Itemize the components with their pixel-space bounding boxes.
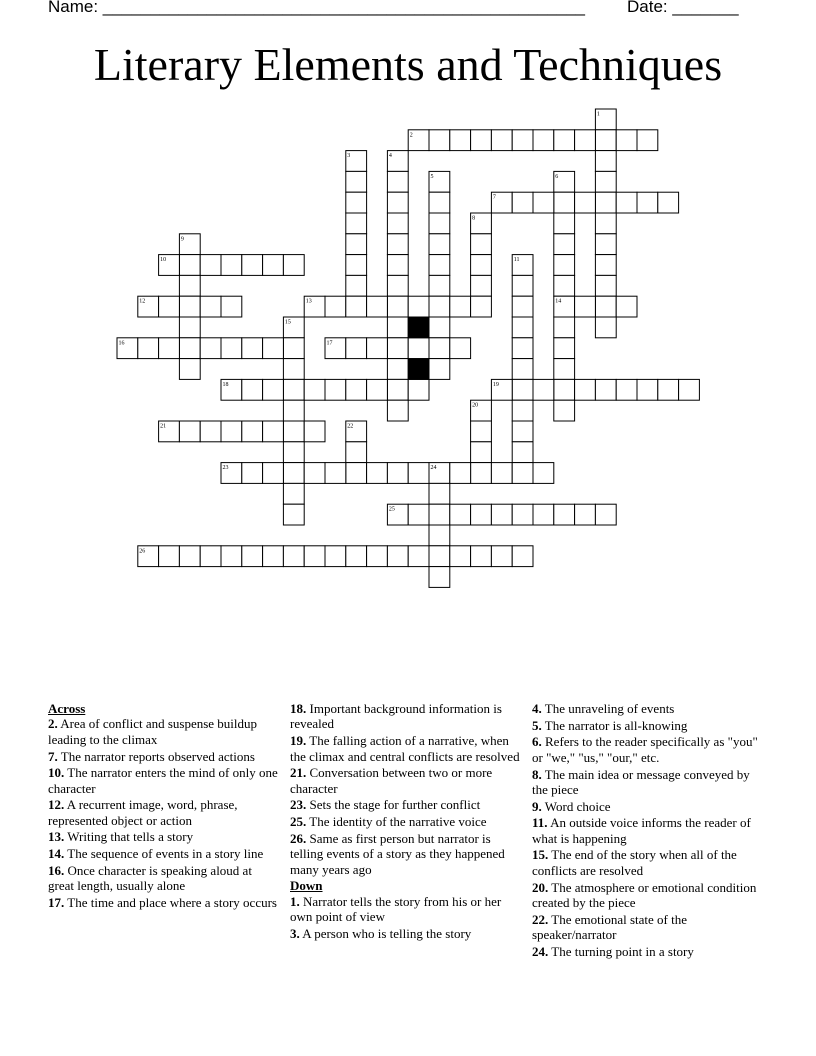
- answer-cell[interactable]: [575, 130, 596, 151]
- clue-number: 18.: [290, 701, 307, 716]
- clue-text: A person who is telling the story: [299, 925, 472, 941]
- answer-cell[interactable]: [346, 275, 367, 296]
- answer-cell[interactable]: [367, 546, 388, 567]
- grid-clue-number: 25: [388, 506, 395, 513]
- answer-cell[interactable]: [283, 421, 304, 442]
- answer-cell[interactable]: [512, 296, 533, 317]
- answer-cell[interactable]: [179, 359, 200, 380]
- clue-number: 19.: [290, 733, 307, 749]
- grid-clue-number: 15: [284, 319, 291, 326]
- clue-number: 7.: [48, 748, 58, 764]
- answer-cell[interactable]: [325, 463, 346, 484]
- grid-clue-number: 24: [430, 465, 437, 472]
- clue-text: The emotional state of the speaker/narrator: [532, 911, 687, 943]
- answer-cell[interactable]: [512, 359, 533, 380]
- answer-cell[interactable]: [283, 546, 304, 567]
- clue-heading-down: Down: [290, 878, 323, 894]
- grid-clue-number: 2: [409, 132, 413, 139]
- answer-cell[interactable]: [533, 463, 554, 484]
- clue-text: Sets the stage for further conflict: [306, 797, 481, 813]
- grid-clue-number: 3: [347, 153, 351, 160]
- answer-cell[interactable]: [387, 359, 408, 380]
- grid-clue-number: 14: [555, 298, 562, 305]
- answer-cell[interactable]: [179, 296, 200, 317]
- answer-cell[interactable]: [512, 546, 533, 567]
- answer-cell[interactable]: [346, 463, 367, 484]
- clue-item: [290, 831, 522, 877]
- clue-item: [532, 767, 764, 798]
- clue-item: [532, 912, 764, 943]
- clue-number: 9.: [532, 798, 542, 814]
- clue-item: [48, 863, 280, 894]
- answer-cell[interactable]: [512, 192, 533, 213]
- answer-cell[interactable]: [554, 504, 575, 525]
- answer-cell[interactable]: [471, 421, 492, 442]
- answer-cell[interactable]: [533, 192, 554, 213]
- answer-cell[interactable]: [554, 317, 575, 338]
- answer-cell[interactable]: [325, 296, 346, 317]
- clue-item: [48, 797, 280, 828]
- answer-cell[interactable]: [387, 171, 408, 192]
- clue-item: [532, 718, 764, 733]
- answer-cell[interactable]: [616, 192, 637, 213]
- answer-cell[interactable]: [387, 463, 408, 484]
- clue-item: [532, 734, 764, 765]
- answer-cell[interactable]: [429, 213, 450, 234]
- answer-cell[interactable]: [283, 359, 304, 380]
- answer-cell[interactable]: [263, 255, 284, 276]
- answer-cell[interactable]: [471, 504, 492, 525]
- clue-text: The main idea or message conveyed by the piece: [532, 766, 750, 797]
- answer-cell[interactable]: [554, 130, 575, 151]
- answer-cell[interactable]: [179, 255, 200, 276]
- clue-number: 2.: [48, 716, 58, 732]
- clue-item: [532, 847, 764, 878]
- answer-cell[interactable]: [367, 379, 388, 400]
- answer-cell[interactable]: [471, 463, 492, 484]
- answer-cell[interactable]: [471, 296, 492, 317]
- answer-cell[interactable]: [491, 130, 512, 151]
- clue-item: [290, 733, 522, 764]
- answer-cell[interactable]: [200, 338, 221, 359]
- answer-cell[interactable]: [554, 213, 575, 234]
- clue-item: [532, 799, 764, 814]
- answer-cell[interactable]: [595, 504, 616, 525]
- answer-cell[interactable]: [242, 379, 263, 400]
- clue-text: An outside voice informs the reader of what is happening: [532, 815, 751, 846]
- clues-column-3: [532, 701, 764, 960]
- answer-cell[interactable]: [387, 192, 408, 213]
- answer-cell[interactable]: [595, 192, 616, 213]
- grid-clue-number: 5: [430, 173, 434, 180]
- clue-text: Once character is speaking aloud at great length, usually alone: [48, 862, 252, 894]
- grid-clue-number: 7: [492, 194, 496, 201]
- clue-text: Writing that tells a story: [64, 829, 194, 845]
- blocked-cell: [408, 359, 429, 380]
- clue-item: [532, 815, 764, 846]
- answer-cell[interactable]: [367, 296, 388, 317]
- grid-clue-number: 1: [596, 111, 600, 118]
- answer-cell[interactable]: [429, 359, 450, 380]
- answer-cell[interactable]: [367, 463, 388, 484]
- answer-cell[interactable]: [429, 130, 450, 151]
- answer-cell[interactable]: [179, 546, 200, 567]
- answer-cell[interactable]: [242, 546, 263, 567]
- answer-cell[interactable]: [429, 504, 450, 525]
- answer-cell[interactable]: [283, 483, 304, 504]
- answer-cell[interactable]: [179, 275, 200, 296]
- clue-number: 15.: [532, 847, 549, 863]
- answer-cell[interactable]: [450, 463, 471, 484]
- grid-clue-number: 13: [305, 298, 312, 305]
- answer-cell[interactable]: [263, 379, 284, 400]
- grid-clue-number: 9: [180, 236, 184, 243]
- answer-cell[interactable]: [491, 463, 512, 484]
- answer-cell[interactable]: [408, 463, 429, 484]
- grid-clue-number: 8: [472, 215, 476, 222]
- grid-clue-number: 10: [160, 257, 167, 264]
- answer-cell[interactable]: [387, 296, 408, 317]
- clue-number: 10.: [48, 765, 65, 781]
- answer-cell[interactable]: [367, 338, 388, 359]
- answer-cell[interactable]: [325, 379, 346, 400]
- clue-item: [48, 846, 280, 861]
- answer-cell[interactable]: [450, 338, 471, 359]
- answer-cell[interactable]: [242, 338, 263, 359]
- answer-cell[interactable]: [471, 255, 492, 276]
- answer-cell[interactable]: [575, 379, 596, 400]
- answer-cell[interactable]: [616, 379, 637, 400]
- clue-number: 1.: [290, 893, 300, 909]
- grid-clue-number: 17: [326, 340, 333, 347]
- answer-cell[interactable]: [200, 255, 221, 276]
- blocked-cell: [408, 317, 429, 338]
- clue-item: [48, 765, 280, 796]
- clue-text: The time and place where a story occurs: [64, 894, 277, 910]
- clue-text: The falling action of a narrative, when the climax and central conflicts are resolved: [290, 733, 520, 764]
- clue-number: 13.: [48, 829, 65, 845]
- answer-cell[interactable]: [450, 546, 471, 567]
- grid-clue-number: 18: [222, 381, 229, 388]
- clue-item: [48, 716, 280, 747]
- date-field-label: Date: _______: [627, 0, 739, 16]
- answer-cell[interactable]: [387, 317, 408, 338]
- answer-cell[interactable]: [554, 338, 575, 359]
- answer-cell[interactable]: [679, 379, 700, 400]
- answer-cell[interactable]: [387, 379, 408, 400]
- answer-cell[interactable]: [263, 338, 284, 359]
- clue-number: 8.: [532, 766, 542, 782]
- answer-cell[interactable]: [512, 442, 533, 463]
- answer-cell[interactable]: [575, 192, 596, 213]
- clue-number: 17.: [48, 894, 65, 910]
- answer-cell[interactable]: [221, 296, 242, 317]
- answer-cell[interactable]: [595, 213, 616, 234]
- answer-cell[interactable]: [283, 379, 304, 400]
- clue-item: [290, 701, 522, 732]
- clue-text: Important background information is revealed: [290, 701, 502, 732]
- answer-cell[interactable]: [471, 442, 492, 463]
- answer-cell[interactable]: [512, 338, 533, 359]
- clue-number: 24.: [532, 943, 549, 959]
- clue-text: The narrator enters the mind of only one character: [48, 765, 278, 796]
- answer-cell[interactable]: [346, 379, 367, 400]
- answer-cell[interactable]: [471, 234, 492, 255]
- grid-clue-number: 16: [118, 340, 125, 347]
- answer-cell[interactable]: [387, 255, 408, 276]
- answer-cell[interactable]: [304, 546, 325, 567]
- answer-cell[interactable]: [595, 379, 616, 400]
- clue-text: The sequence of events in a story line: [64, 846, 264, 862]
- clue-text: Conversation between two or more character: [290, 765, 493, 796]
- answer-cell[interactable]: [221, 338, 242, 359]
- clue-number: 26.: [290, 830, 307, 846]
- grid-clue-number: 4: [388, 153, 392, 160]
- grid-clue-number: 19: [492, 381, 499, 388]
- clue-item: [290, 814, 522, 829]
- answer-cell[interactable]: [346, 255, 367, 276]
- answer-cell[interactable]: [387, 234, 408, 255]
- answer-cell[interactable]: [387, 275, 408, 296]
- clue-text: A recurrent image, word, phrase, represented object or action: [48, 797, 238, 828]
- clue-number: 23.: [290, 797, 307, 813]
- answer-cell[interactable]: [595, 255, 616, 276]
- clue-number: 16.: [48, 862, 65, 878]
- answer-cell[interactable]: [346, 213, 367, 234]
- clue-item: [532, 944, 764, 959]
- answer-cell[interactable]: [554, 359, 575, 380]
- grid-clue-number: 23: [222, 465, 229, 472]
- answer-cell[interactable]: [408, 546, 429, 567]
- answer-cell[interactable]: [283, 400, 304, 421]
- clue-item: [290, 765, 522, 796]
- answer-cell[interactable]: [533, 504, 554, 525]
- clue-text: The narrator is all-knowing: [541, 717, 688, 733]
- clue-text: The unraveling of events: [541, 701, 675, 716]
- answer-cell[interactable]: [325, 546, 346, 567]
- answer-cell[interactable]: [408, 379, 429, 400]
- clue-text: The narrator reports observed actions: [57, 748, 255, 764]
- clues-column-1: [48, 701, 280, 912]
- answer-cell[interactable]: [533, 130, 554, 151]
- answer-cell[interactable]: [408, 338, 429, 359]
- answer-cell[interactable]: [554, 400, 575, 421]
- answer-cell[interactable]: [429, 525, 450, 546]
- answer-cell[interactable]: [283, 463, 304, 484]
- answer-cell[interactable]: [304, 379, 325, 400]
- answer-cell[interactable]: [283, 442, 304, 463]
- answer-cell[interactable]: [512, 400, 533, 421]
- answer-cell[interactable]: [554, 379, 575, 400]
- clue-item: [290, 894, 522, 925]
- answer-cell[interactable]: [304, 421, 325, 442]
- answer-cell[interactable]: [304, 463, 325, 484]
- grid-clue-number: 20: [472, 402, 479, 409]
- answer-cell[interactable]: [595, 317, 616, 338]
- clue-text: The identity of the narrative voice: [306, 814, 487, 830]
- answer-cell[interactable]: [346, 442, 367, 463]
- clue-number: 5.: [532, 717, 542, 733]
- answer-cell[interactable]: [346, 338, 367, 359]
- clue-item: [532, 701, 764, 716]
- answer-cell[interactable]: [200, 421, 221, 442]
- answer-cell[interactable]: [283, 255, 304, 276]
- clue-item: [48, 829, 280, 844]
- answer-cell[interactable]: [159, 296, 180, 317]
- clue-item: [48, 749, 280, 764]
- answer-cell[interactable]: [554, 275, 575, 296]
- answer-cell[interactable]: [283, 338, 304, 359]
- clue-text: Word choice: [541, 798, 611, 814]
- answer-cell[interactable]: [159, 338, 180, 359]
- answer-cell[interactable]: [346, 192, 367, 213]
- answer-cell[interactable]: [263, 546, 284, 567]
- clue-number: 11.: [532, 815, 548, 831]
- clue-text: Same as first person but narrator is telling events of a story as they happened many years ago: [290, 830, 505, 877]
- answer-cell[interactable]: [616, 130, 637, 151]
- clue-number: 3.: [290, 925, 300, 941]
- answer-cell[interactable]: [450, 130, 471, 151]
- clue-number: 25.: [290, 814, 307, 830]
- answer-cell[interactable]: [533, 379, 554, 400]
- answer-cell[interactable]: [595, 130, 616, 151]
- answer-cell[interactable]: [179, 317, 200, 338]
- clue-text: Refers to the reader specifically as "you" or "we," "us," "our," etc.: [532, 734, 758, 765]
- grid-clue-number: 11: [513, 257, 520, 264]
- answer-cell[interactable]: [408, 296, 429, 317]
- clue-text: Narrator tells the story from his or her own point of view: [290, 893, 502, 925]
- clue-heading-across: Across: [48, 701, 86, 716]
- name-field-label: Name: ___________________________________________________: [48, 0, 585, 16]
- clue-number: 4.: [532, 701, 542, 716]
- answer-cell[interactable]: [387, 213, 408, 234]
- answer-cell[interactable]: [346, 546, 367, 567]
- clue-number: 21.: [290, 765, 307, 781]
- answer-cell[interactable]: [637, 192, 658, 213]
- grid-clue-number: 12: [139, 298, 146, 305]
- answer-cell[interactable]: [512, 130, 533, 151]
- answer-cell[interactable]: [595, 234, 616, 255]
- answer-cell[interactable]: [242, 463, 263, 484]
- answer-cell[interactable]: [429, 546, 450, 567]
- clue-text: The turning point in a story: [548, 943, 694, 959]
- clue-text: The atmosphere or emotional condition created by the piece: [532, 879, 757, 910]
- answer-cell[interactable]: [346, 171, 367, 192]
- answer-cell[interactable]: [512, 504, 533, 525]
- answer-cell[interactable]: [491, 504, 512, 525]
- answer-cell[interactable]: [512, 275, 533, 296]
- answer-cell[interactable]: [263, 463, 284, 484]
- grid-clue-number: 6: [555, 173, 559, 180]
- grid-clue-number: 22: [347, 423, 354, 430]
- answer-cell[interactable]: [658, 379, 679, 400]
- answer-cell[interactable]: [658, 192, 679, 213]
- answer-cell[interactable]: [450, 504, 471, 525]
- answer-cell[interactable]: [429, 483, 450, 504]
- clue-text: The end of the story when all of the conflicts are resolved: [532, 847, 737, 878]
- clue-number: 14.: [48, 846, 65, 862]
- answer-cell[interactable]: [179, 421, 200, 442]
- clue-number: 12.: [48, 797, 65, 813]
- answer-cell[interactable]: [429, 338, 450, 359]
- clues-column-2: [290, 701, 522, 942]
- answer-cell[interactable]: [242, 421, 263, 442]
- grid-clue-number: 21: [160, 423, 167, 430]
- answer-cell[interactable]: [595, 151, 616, 172]
- answer-cell[interactable]: [595, 275, 616, 296]
- answer-cell[interactable]: [512, 379, 533, 400]
- clue-item: [532, 880, 764, 911]
- clue-number: 22.: [532, 911, 549, 927]
- answer-cell[interactable]: [200, 546, 221, 567]
- answer-cell[interactable]: [595, 296, 616, 317]
- answer-cell[interactable]: [616, 296, 637, 317]
- answer-cell[interactable]: [471, 546, 492, 567]
- page-title: Literary Elements and Techniques: [93, 39, 723, 90]
- answer-cell[interactable]: [575, 504, 596, 525]
- answer-cell[interactable]: [554, 255, 575, 276]
- answer-cell[interactable]: [242, 255, 263, 276]
- answer-cell[interactable]: [554, 234, 575, 255]
- answer-cell[interactable]: [575, 296, 596, 317]
- answer-cell[interactable]: [429, 567, 450, 588]
- answer-cell[interactable]: [263, 421, 284, 442]
- answer-cell[interactable]: [450, 296, 471, 317]
- clue-item: [48, 895, 280, 910]
- answer-cell[interactable]: [491, 546, 512, 567]
- clue-item: [290, 926, 522, 941]
- clue-number: 20.: [532, 879, 549, 895]
- answer-cell[interactable]: [138, 338, 159, 359]
- answer-cell[interactable]: [554, 192, 575, 213]
- answer-cell[interactable]: [471, 275, 492, 296]
- answer-cell[interactable]: [346, 234, 367, 255]
- answer-cell[interactable]: [512, 463, 533, 484]
- answer-cell[interactable]: [429, 296, 450, 317]
- answer-cell[interactable]: [283, 504, 304, 525]
- clue-text: Area of conflict and suspense buildup leading to the climax: [48, 716, 258, 747]
- answer-cell[interactable]: [429, 317, 450, 338]
- answer-cell[interactable]: [221, 421, 242, 442]
- answer-cell[interactable]: [179, 338, 200, 359]
- answer-cell[interactable]: [637, 130, 658, 151]
- answer-cell[interactable]: [221, 255, 242, 276]
- answer-cell[interactable]: [637, 379, 658, 400]
- answer-cell[interactable]: [159, 546, 180, 567]
- answer-cell[interactable]: [429, 192, 450, 213]
- answer-cell[interactable]: [221, 546, 242, 567]
- answer-cell[interactable]: [387, 546, 408, 567]
- answer-cell[interactable]: [512, 317, 533, 338]
- answer-cell[interactable]: [512, 421, 533, 442]
- clue-number: 6.: [532, 734, 542, 750]
- answer-cell[interactable]: [595, 171, 616, 192]
- grid-clue-number: 26: [139, 548, 146, 555]
- clue-item: [290, 797, 522, 812]
- answer-cell[interactable]: [429, 275, 450, 296]
- answer-cell[interactable]: [200, 296, 221, 317]
- answer-cell[interactable]: [471, 130, 492, 151]
- answer-cell[interactable]: [429, 255, 450, 276]
- answer-cell[interactable]: [429, 234, 450, 255]
- answer-cell[interactable]: [408, 504, 429, 525]
- answer-cell[interactable]: [387, 400, 408, 421]
- answer-cell[interactable]: [387, 338, 408, 359]
- answer-cell[interactable]: [346, 296, 367, 317]
